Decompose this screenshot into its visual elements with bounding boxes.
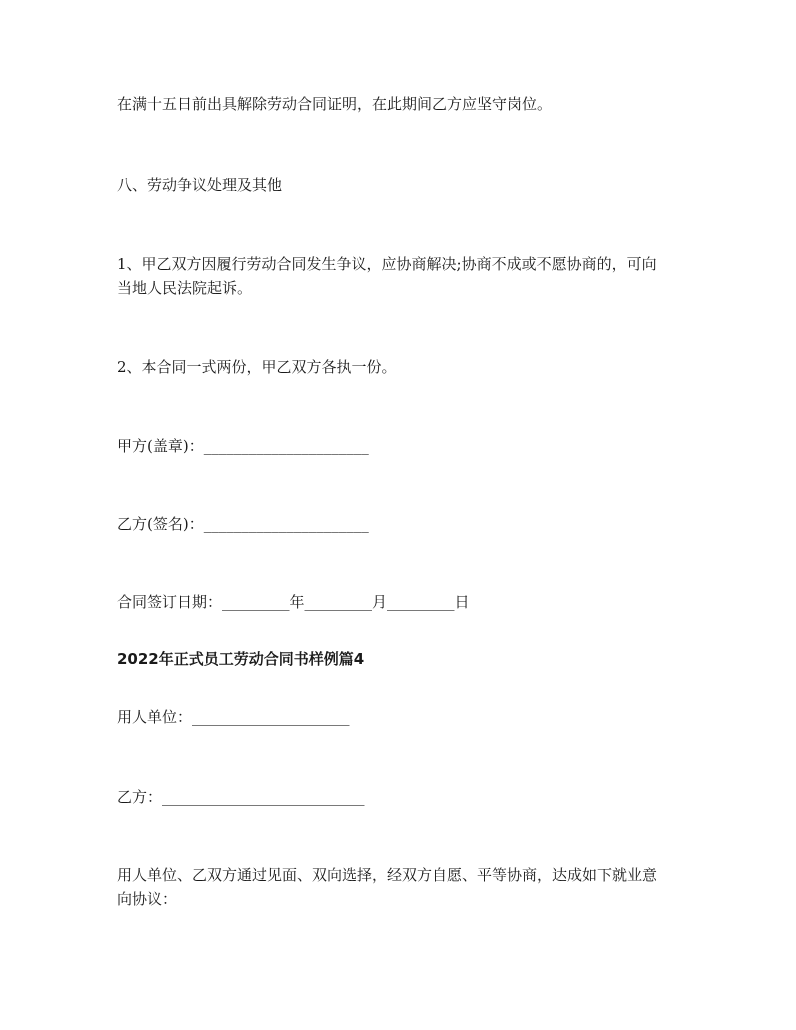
item-2: 2、本合同一式两份，甲乙双方各执一份。 — [117, 358, 397, 376]
item-1-line-1: 1、甲乙双方因履行劳动合同发生争议，应协商解决;协商不成或不愿协商的，可向 — [117, 255, 657, 273]
employer-line: 用人单位：_____________________ — [117, 708, 350, 726]
party-b-signature-line: 乙方(签名)：______________________ — [117, 515, 369, 533]
agreement-intro-line-2: 向协议： — [117, 890, 178, 908]
party-b-line: 乙方：___________________________ — [117, 788, 365, 806]
paragraph-termination-proof: 在满十五日前出具解除劳动合同证明，在此期间乙方应坚守岗位。 — [117, 95, 553, 113]
sample-4-heading: 2022年正式员工劳动合同书样例篇4 — [117, 650, 365, 668]
item-1-line-2: 当地人民法院起诉。 — [117, 279, 253, 297]
section-title-labor-dispute: 八、劳动争议处理及其他 — [117, 176, 283, 194]
party-a-signature-line: 甲方(盖章)：______________________ — [117, 437, 369, 455]
signing-date-line: 合同签订日期：_________年_________月_________日 — [117, 593, 470, 611]
agreement-intro-line-1: 用人单位、乙双方通过见面、双向选择，经双方自愿、平等协商，达成如下就业意 — [117, 866, 658, 884]
